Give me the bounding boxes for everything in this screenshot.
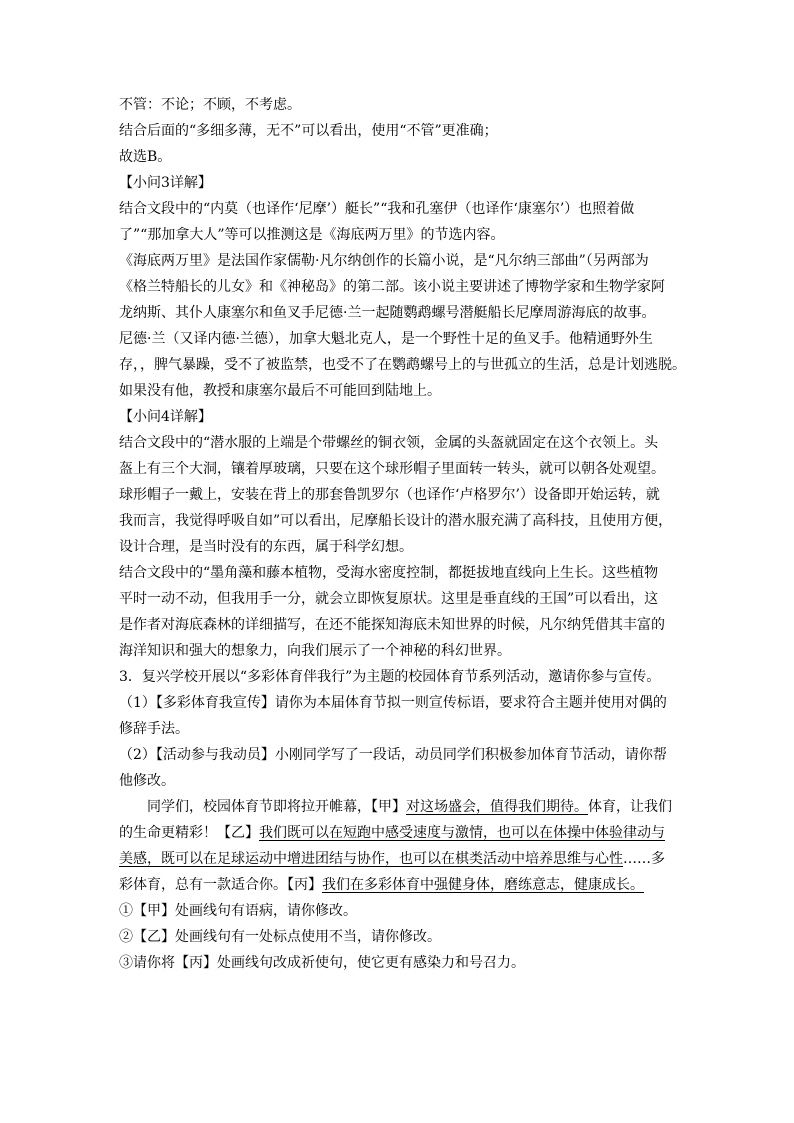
text-line: 球形帽子一戴上，安装在背上的那套鲁凯罗尔（也译作‘卢格罗尔’）设备即开始运转，就 xyxy=(119,487,660,503)
sub-question: （2）【活动参与我动员】小刚同学写了一段话，动员同学们积极参加体育节活动，请你帮 xyxy=(119,747,667,763)
sub-question: （1）【多彩体育我宣传】请你为本届体育节拟一则宣传标语，要求符合主题并使用对偶的 xyxy=(119,695,667,711)
text-line: 结合文段中的“墨角藻和藤本植物，受海水密度控制，都挺拔地直线向上生长。这些植物 xyxy=(119,565,659,581)
passage-text: 同学们，校园体育节即将拉开帷幕，【甲】 xyxy=(147,799,406,815)
text-line: 了”“那加拿大人”等可以推测这是《海底两万里》的节选内容。 xyxy=(119,227,505,243)
text-line: 不管：不论；不顾，不考虑。 xyxy=(119,97,301,113)
text-line: 平时一动不动，但我用手一分，就会立即恢复原状。这里是垂直线的王国”可以看出，这 xyxy=(119,591,659,607)
text-line: 结合文段中的“内莫（也译作‘尼摩’）艇长”“我和孔塞伊（也译作‘康塞尔’）也照着做 xyxy=(119,201,635,217)
passage-line xyxy=(119,872,677,898)
revision-question: ③请你将【丙】处画线句改成祈使句，使它更有感染力和号召力。 xyxy=(119,955,525,971)
text-line: 存，，脾气暴躁，受不了被监禁，也受不了在鹦鹉螺号上的与世孤立的生活，总是计划逃脱。 xyxy=(119,357,686,373)
text-line: 盔上有三个大洞，镶着厚玻璃，只要在这个球形帽子里面转一转头，就可以朝各处观望。 xyxy=(119,461,665,477)
underlined-sentence-yi: 我们既可以在短跑中感受速度与激情，也可以在体操中体验律动与 xyxy=(259,825,665,841)
section-heading: 【小问3详解】 xyxy=(119,175,212,191)
sub-question: 修辞手法。 xyxy=(119,721,189,737)
text-line: 尼德·兰（又译内德·兰德），加拿大魁北克人，是一个野性十足的鱼叉手。他精通野外生 xyxy=(119,331,653,347)
text-line: 《海底两万里》是法国作家儒勒·凡尔纳创作的长篇小说，是“凡尔纳三部曲”（另两部为 xyxy=(119,253,649,269)
revision-question: ①【甲】处画线句有语病，请你修改。 xyxy=(119,903,357,919)
text-line: 结合后面的“多细多薄，无不”可以看出，使用“不管”更准确； xyxy=(119,123,498,139)
passage-text: 体育，让我们 xyxy=(588,799,672,815)
passage-line xyxy=(119,820,677,846)
passage-line xyxy=(119,794,677,820)
text-line: 海洋知识和强大的想象力，向我们展示了一个神秘的科幻世界。 xyxy=(119,643,511,659)
text-line: 我而言，我觉得呼吸自如”可以看出，尼摩船长设计的潜水服充满了高科技，且使用方便， xyxy=(119,513,673,529)
question-title: 3．复兴学校开展以“多彩体育伴我行”为主题的校园体育节系列活动，邀请你参与宣传。 xyxy=(119,669,661,685)
passage-line xyxy=(119,846,677,872)
text-line: 结合文段中的“潜水服的上端是个带螺丝的铜衣领，金属的头盔就固定在这个衣领上。头 xyxy=(119,435,659,451)
text-line: 《格兰特船长的儿女》和《神秘岛》的第二部。该小说主要讲述了博物学家和生物学家阿 xyxy=(119,279,665,295)
sub-question: 他修改。 xyxy=(119,773,175,789)
text-line: 故选B。 xyxy=(119,149,172,165)
passage-text: ……多 xyxy=(623,851,665,867)
revision-question: ②【乙】处画线句有一处标点使用不当，请你修改。 xyxy=(119,929,441,945)
underlined-sentence-yi: 美感，既可以在足球运动中增进团结与协作，也可以在棋类活动中培养思维与心性 xyxy=(119,851,623,867)
section-heading: 【小问4详解】 xyxy=(119,409,212,425)
passage-text: 彩体育，总有一款适合你。【丙】 xyxy=(119,877,322,893)
underlined-sentence-bing: 我们在多彩体育中强健身体，磨练意志，健康成长。 xyxy=(322,877,644,893)
text-line: 是作者对海底森林的详细描写，在还不能探知海底未知世界的时候，凡尔纳凭借其丰富的 xyxy=(119,617,665,633)
text-line: 如果没有他，教授和康塞尔最后不可能回到陆地上。 xyxy=(119,383,441,399)
text-line: 龙纳斯、其仆人康塞尔和鱼叉手尼德·兰一起随鹦鹉螺号潜艇船长尼摩周游海底的故事。 xyxy=(119,305,656,321)
passage-text: 的生命更精彩！【乙】 xyxy=(119,825,259,841)
document-page xyxy=(119,92,686,976)
text-line: 设计合理，是当时没有的东西，属于科学幻想。 xyxy=(119,539,413,555)
underlined-sentence-jia: 对这场盛会，值得我们期待。 xyxy=(406,799,588,815)
